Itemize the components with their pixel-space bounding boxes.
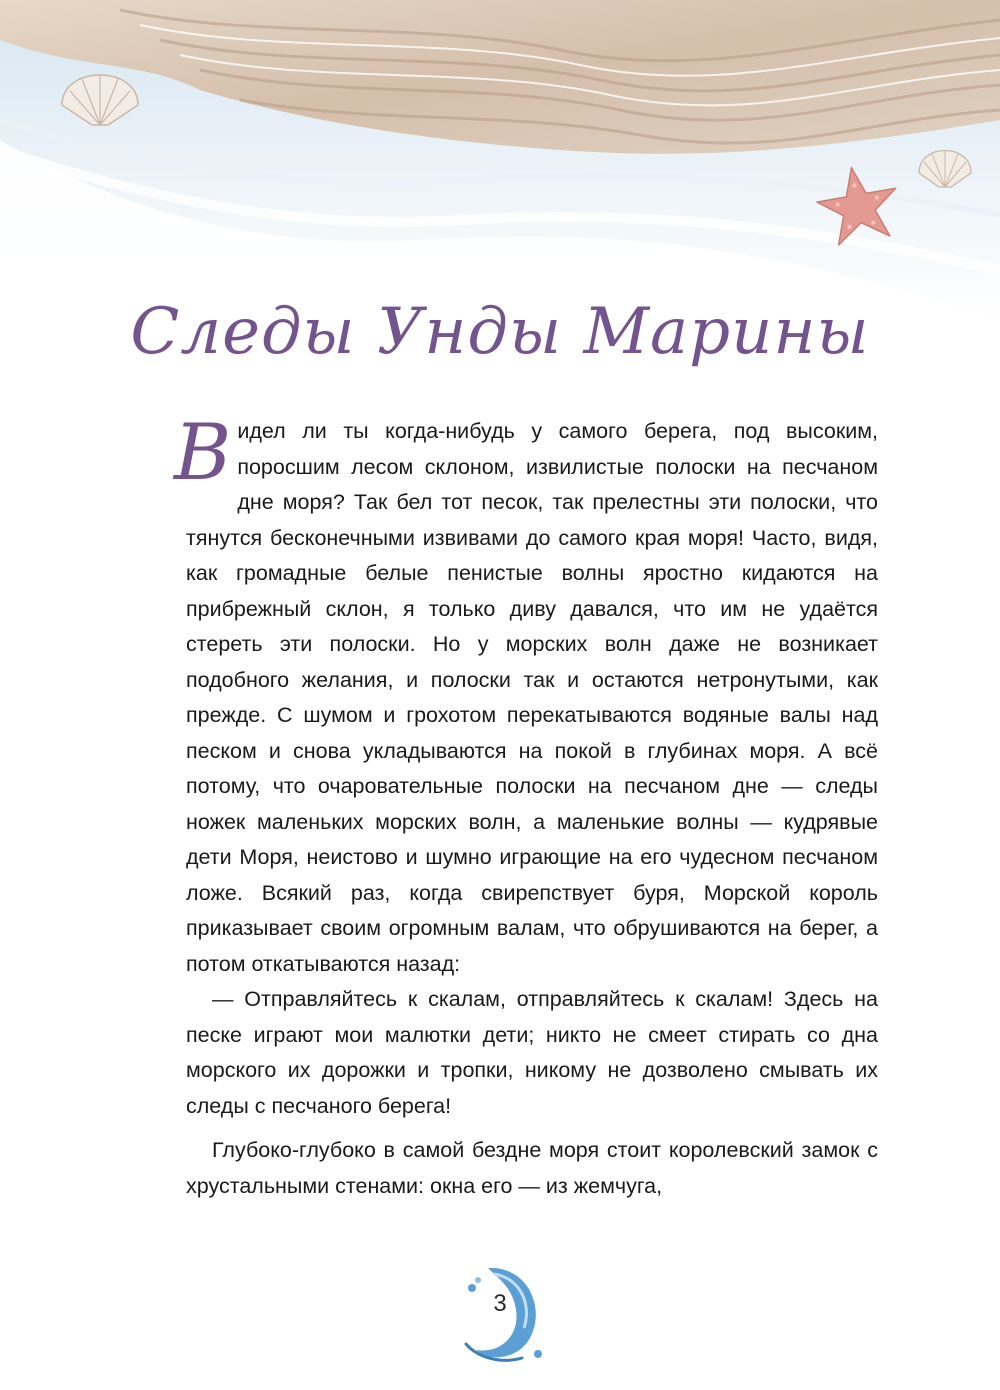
- story-text: [174, 408, 878, 1204]
- page-title: Следы Унды Марины: [130, 295, 870, 369]
- page-number: 3: [493, 1290, 507, 1317]
- drop-cap: В: [174, 408, 232, 498]
- paragraph: [174, 408, 878, 982]
- paragraph: Глубоко-глубоко в самой бездне моря стоит королевский замок с хрустальными стенами: окна его — из жемчуга,: [186, 1138, 878, 1198]
- paragraph: — Отправляйтесь к скалам, отправляйтесь к скалам! Здесь на песке играют мои малютки дети; никто не смеет стирать со дна морского их дорожки и тропки, никому не дозволено смывать их следы с песчаного берега!: [186, 987, 878, 1118]
- beach-illustration: [0, 0, 1000, 320]
- paragraph-text: идел ли ты когда-нибудь у самого берега, под высоким, поросшим лесом склоном, извилистые полоски на песчаном дне моря? Так бел тот песок, так прелестны эти полоски, что тянутся бесконечными извивами до самого края моря! Часто, видя, как громадные белые пенистые волны яростно кидаются на прибрежный склон, я только диву давался, что им не удаётся стереть эти полоски. Но у морских волн даже не возникает подобного желания, и полоски так и остаются нетронутыми, как прежде. С шумом и грохотом перекатываются водяные валы над песком и снова укладываются на покой в глубинах моря. А всё потому, что очаровательные полоски на песчаном дне — следы ножек маленьких морских волн, а маленькие волны — кудрявые дети Моря, неистово и шумно играющие на его чудесном песчаном ложе. Всякий раз, когда свирепствует буря, Морской король приказывает своим огромным валам, что обрушиваются на берег, а потом откатываются назад:: [186, 419, 878, 976]
